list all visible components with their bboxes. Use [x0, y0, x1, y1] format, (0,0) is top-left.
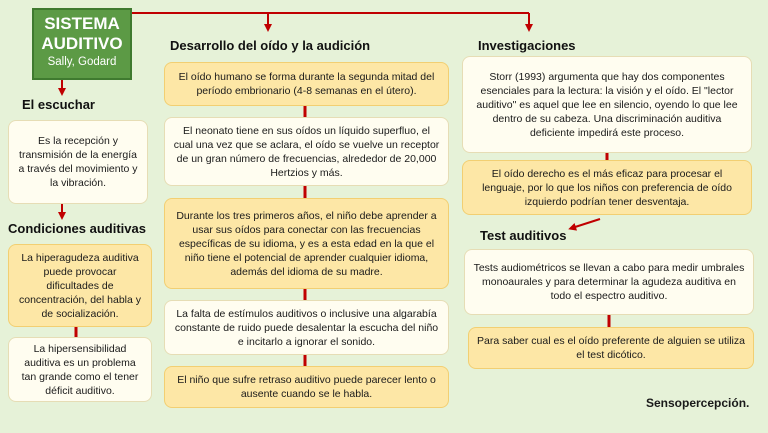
box-retraso: El niño que sufre retraso auditivo puede parecer lento o ausente cuando se le habla. — [164, 366, 449, 408]
footer-label: Sensopercepción. — [646, 396, 750, 410]
heading-desarrollo: Desarrollo del oído y la audición — [170, 38, 371, 53]
title-authors: Sally, Godard — [47, 56, 117, 68]
heading-test: Test auditivos — [480, 228, 567, 243]
box-storr: Storr (1993) argumenta que hay dos componentes esenciales para la lectura: la visión y el oído. El "lector auditivo" es aquel que lee en silencio, oyendo lo que lee dentro de su cabeza. Una discriminación auditiva deficiente impedirá este proceso. — [462, 56, 752, 153]
box-hipersensibilidad: La hipersensibilidad auditiva es un problema tan grande como el tener déficit auditivo. — [8, 337, 152, 402]
box-hiperagudeza: La hiperagudeza auditiva puede provocar dificultades de concentración, del habla y de socialización. — [8, 244, 152, 327]
title-line1: SISTEMA — [44, 14, 120, 33]
title-box — [32, 8, 132, 80]
title-line2: AUDITIVO — [41, 34, 123, 53]
box-estimulos: La falta de estímulos auditivos o inclusive una algarabía constante de ruido puede desalentar la escucha del niño e incitarlo a ignorar el sonido. — [164, 300, 449, 355]
heading-investigaciones: Investigaciones — [478, 38, 576, 53]
heading-condiciones: Condiciones auditivas — [8, 221, 146, 236]
box-neonato: El neonato tiene en sus oídos un líquido superfluo, el cual una vez que se aclara, el oído se vuelve un receptor de un gran número de frecuencias, alrededor de 20,000 Hertzios y más. — [164, 117, 449, 186]
box-dicotico: Para saber cual es el oído preferente de alguien se utiliza el test dicótico. — [468, 327, 754, 369]
box-formacion: El oído humano se forma durante la segunda mitad del período embrionario (4-8 semanas en el útero). — [164, 62, 449, 106]
box-tres-anos: Durante los tres primeros años, el niño debe aprender a usar sus oídos para conectar con las frecuencias específicas de su idioma, y es a esta edad en la que el niño tiene el potencial de aprender cualquier idioma, además del idioma de su madre. — [164, 198, 449, 289]
heading-escuchar: El escuchar — [22, 97, 95, 112]
arrow-to-test — [572, 219, 600, 228]
box-oido-derecho: El oído derecho es el más eficaz para procesar el lenguaje, por lo que los niños con preferencia de oído izquierdo podrían tener desventaja. — [462, 160, 752, 215]
box-audiometricos: Tests audiométricos se llevan a cabo para medir umbrales monoaurales y para determinar la agudeza auditiva en todo el espectro auditivo. — [464, 249, 754, 315]
box-escuchar: Es la recepción y transmisión de la energía a través del movimiento y la vibración. — [8, 120, 148, 204]
